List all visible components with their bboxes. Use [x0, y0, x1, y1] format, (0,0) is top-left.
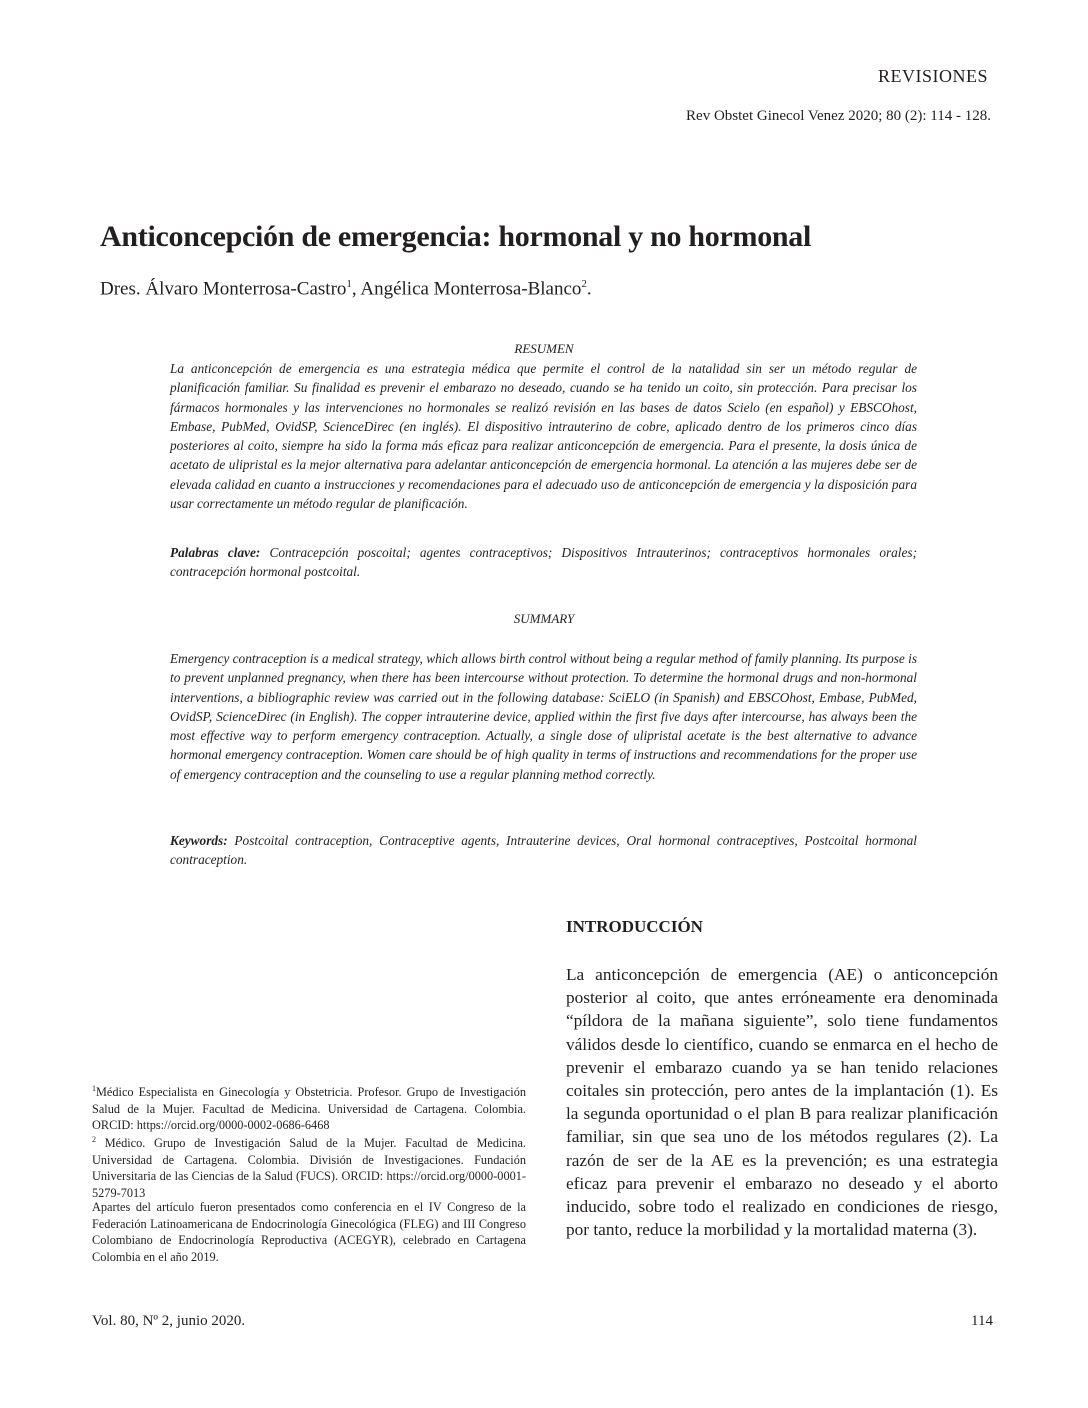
author-1: Dres. Álvaro Monterrosa-Castro [100, 278, 347, 300]
keywords-label: Keywords: [170, 833, 228, 848]
article-title: Anticoncepción de emergencia: hormonal y no hormonal [100, 220, 812, 253]
author-1-affiliation: 1 [346, 278, 352, 290]
intro-heading: INTRODUCCIÓN [566, 917, 703, 936]
author-line [100, 278, 592, 300]
intro-paragraph: La anticoncepción de emergencia (AE) o anticoncepción posterior al coito, que antes erróneamente era denominada “píldora de la mañana siguiente”, solo tiene fundamentos válidos desde lo científico, cuando se enmarca en el hecho de prevenir el embarazo cuando ya se han tenido relaciones coitales sin protección, pero antes de la implantación (1). Es la segunda oportunidad o el plan B para realizar planificación familiar, sin que sea uno de los métodos regulares (2). La razón de ser de la AE es la prevención; es una estrategia eficaz para prevenir el embarazo no deseado y el aborto inducido, sobre todo el realizado en condiciones de riesgo, por tanto, reduce la morbilidad y la mortalidad materna (3). [566, 965, 998, 1240]
footnote-2-marker: 2 [92, 1135, 96, 1144]
footnote-note: Apartes del artículo fueron presentados como conferencia en el IV Congreso de la Federación Latinoamericana de Endocrinología Ginecológica (FLEG) and III Congreso Colombiano de Endocrinología Reproductiva (ACEGYR), celebrado en Cartagena Colombia en el año 2019. [92, 1200, 526, 1264]
summary-text: Emergency contraception is a medical strategy, which allows birth control without being a regular method of family planning. Its purpose is to prevent unplanned pregnancy, when there has been intercourse without protection. To determine the hormonal drugs and non-hormonal interventions, a bibliographic review was carried out in the following database: SciELO (in Spanish) and EBSCOhost, Embase, PubMed, OvidSP, ScienceDirec (in English). The copper intrauterine device, applied within the first five days after intercourse, has always been the most effective way to perform emergency contraception. Actually, a single dose of ulipristal acetate is the best alternative to advance hormonal emergency contraception. Women care should be of high quality in terms of instructions and recommendations for the proper use of emergency contraception and the counseling to use a regular planning method correctly. [170, 651, 917, 782]
palabras-clave-label: Palabras clave: [170, 545, 261, 560]
footnote-2 [92, 1132, 526, 1201]
author-2-affiliation: 2 [581, 278, 587, 290]
page-number: 114 [971, 1313, 993, 1329]
resumen-heading: RESUMEN [514, 341, 574, 356]
keywords-text: Postcoital contraception, Contraceptive agents, Intrauterine devices, Oral hormonal contraceptives, Postcoital hormonal contraception. [170, 833, 917, 868]
footnote-1-marker: 1 [92, 1084, 96, 1093]
palabras-clave [170, 543, 917, 582]
keywords [170, 831, 917, 870]
resumen-text: La anticoncepción de emergencia es una estrategia médica que permite el control de la natalidad sin ser un método regular de planificación familiar. Su finalidad es prevenir el embarazo no deseado, cuando se ha tenido un coito, sin protección. Para precisar los fármacos hormonales y las intervenciones no hormonales se realizó revisión en las bases de datos Scielo (en español) y EBSCOhost, Embase, PubMed, OvidSP, ScienceDirec (en inglés). El dispositivo intrauterino de cobre, aplicado dentro de los primeros cinco días posteriores al coito, siempre ha sido la forma más eficaz para realizar anticoncepción de emergencia. Para el presente, la dosis única de acetato de ulipristal es la mejor alternativa para adelantar anticoncepción de emergencia hormonal. La atención a las mujeres debe ser de elevada calidad en cuanto a instrucciones y recomendaciones para el adecuado uso de anticoncepción de emergencia y la disposición para usar correctamente un método regular de planificación. [170, 361, 917, 512]
journal-citation: Rev Obstet Ginecol Venez 2020; 80 (2): 114 - 128. [686, 108, 991, 124]
section-label: REVISIONES [877, 66, 988, 86]
author-2: , Angélica Monterrosa-Blanco [351, 278, 582, 300]
issue-info: Vol. 80, Nº 2, junio 2020. [92, 1313, 246, 1329]
author-line-end: . [586, 278, 592, 300]
footnote-2-text: Médico. Grupo de Investigación Salud de la Mujer. Facultad de Medicina. Universidad de Cartagena. Colombia. División de Investigaciones. Fundación Universitaria de las Ciencias de la Salud (FUCS). ORCID: https://orcid.org/0000-0001-5279-7013 [92, 1136, 526, 1200]
footnote-1 [92, 1081, 526, 1134]
summary-heading: SUMMARY [513, 611, 575, 626]
palabras-clave-text: Contracepción poscoital; agentes contraceptivos; Dispositivos Intrauterinos; contraceptivos hormonales orales; contracepción hormonal postcoital. [170, 545, 918, 580]
footnote-1-text: Médico Especialista en Ginecología y Obstetricia. Profesor. Grupo de Investigación Salud de la Mujer. Facultad de Medicina. Universidad de Cartagena. Colombia. ORCID: https://orcid.org/0000-0002-0686-6468 [92, 1085, 526, 1133]
